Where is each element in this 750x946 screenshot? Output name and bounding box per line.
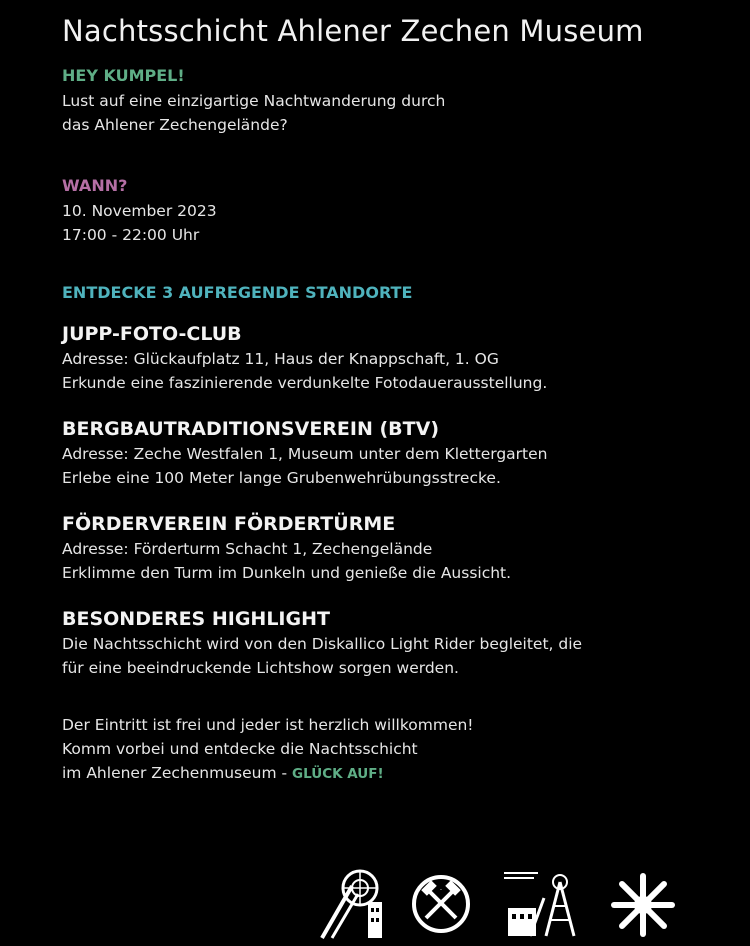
highlight-line-2: für eine beeindruckende Lichtshow sorgen werden. [62, 659, 459, 677]
hammer-pick-emblem-icon [410, 874, 472, 938]
location-1 [62, 323, 547, 395]
discover-heading-text: ENTDECKE 3 AUFREGENDE STANDORTE [62, 283, 413, 302]
discover-heading [62, 283, 412, 302]
location-3 [62, 513, 511, 585]
when-section [62, 176, 217, 247]
winding-tower-logo-icon [312, 866, 392, 946]
location-name: JUPP-FOTO-CLUB [62, 323, 242, 345]
page-title: Nachtsschicht Ahlener Zechen Museum [62, 14, 644, 48]
closing-line-1: Der Eintritt ist frei und jeder ist herzlich willkommen! [62, 716, 474, 734]
location-description: Erlebe eine 100 Meter lange Grubenwehrübungsstrecke. [62, 469, 501, 487]
location-name: BERGBAUTRADITIONSVEREIN (BTV) [62, 418, 440, 440]
highlight-section [62, 608, 582, 680]
event-time: 17:00 - 22:00 Uhr [62, 226, 200, 244]
closing-line-3-text: im Ahlener Zechenmuseum - [62, 764, 293, 782]
event-date: 10. November 2023 [62, 202, 217, 220]
closing-line-2: Komm vorbei und entdecke die Nachtsschicht [62, 740, 418, 758]
light-rider-star-icon [608, 870, 678, 944]
when-heading: WANN? [62, 176, 128, 195]
intro-line-2: das Ahlener Zechengelände? [62, 116, 288, 134]
location-address: Adresse: Förderturm Schacht 1, Zechengelände [62, 540, 433, 558]
location-address: Adresse: Zeche Westfalen 1, Museum unter dem Klettergarten [62, 445, 548, 463]
foerderverein-logo-icon [500, 868, 590, 946]
location-2 [62, 418, 547, 490]
intro-line-1: Lust auf eine einzigartige Nachtwanderung durch [62, 92, 446, 110]
location-name: FÖRDERVEREIN FÖRDERTÜRME [62, 513, 396, 535]
intro-heading: HEY KUMPEL! [62, 66, 185, 85]
sponsor-logos [312, 866, 692, 942]
closing-line-3 [62, 761, 474, 786]
highlight-line-1: Die Nachtsschicht wird von den Diskallico Light Rider begleitet, die [62, 635, 583, 653]
location-description: Erkunde eine faszinierende verdunkelte Fotodauerausstellung. [62, 374, 548, 392]
svg-text:·: · [439, 886, 443, 894]
closing-section [62, 713, 474, 786]
location-address: Adresse: Glückaufplatz 11, Haus der Knappschaft, 1. OG [62, 350, 499, 368]
highlight-heading: BESONDERES HIGHLIGHT [62, 608, 330, 630]
location-description: Erklimme den Turm im Dunkeln und genieße die Aussicht. [62, 564, 512, 582]
intro-section [62, 66, 445, 137]
glueck-auf-accent: GLÜCK AUF! [292, 766, 384, 782]
